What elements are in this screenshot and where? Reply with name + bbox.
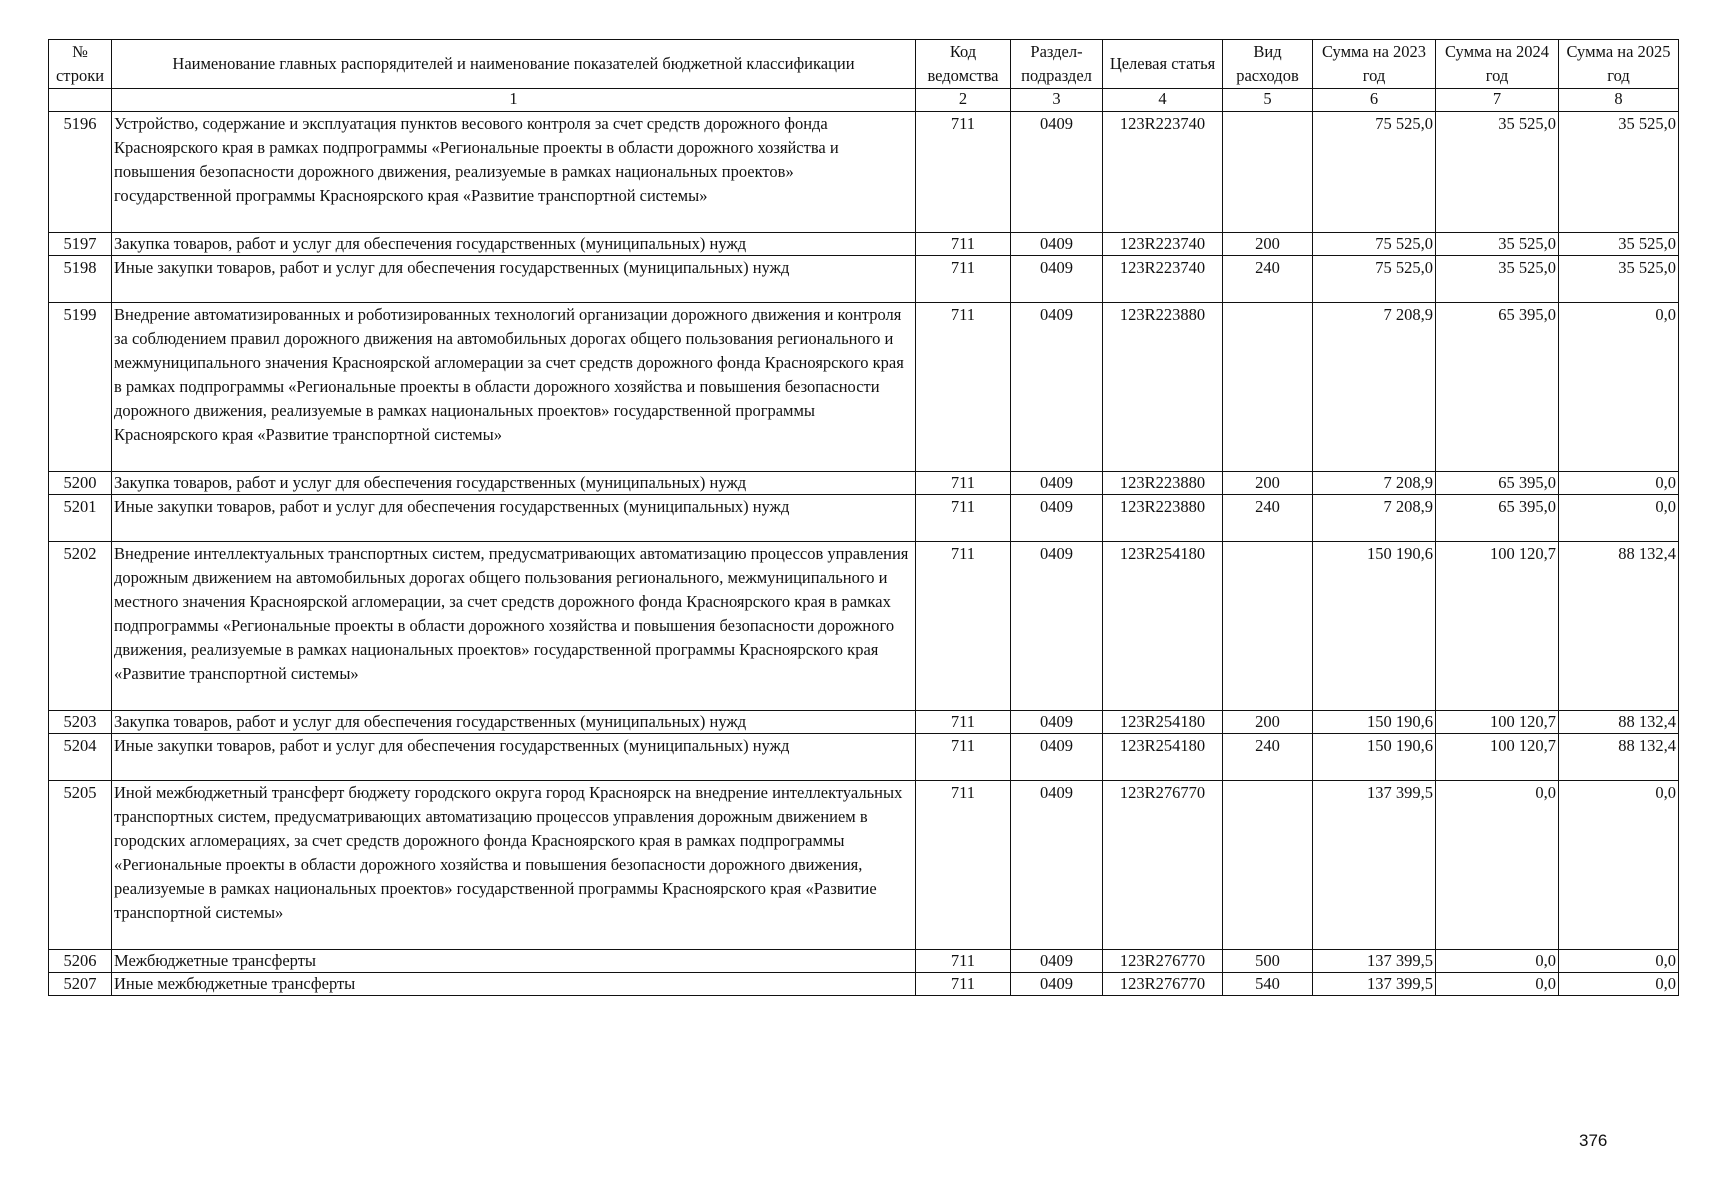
target-article: 123R254180 [1103,711,1223,734]
section-code: 0409 [1011,233,1103,256]
row-name: Иные межбюджетные трансферты [112,973,916,996]
table-row [49,973,1679,996]
sum-2025: 0,0 [1559,472,1679,495]
row-number: 5196 [49,112,112,233]
sum-2023: 75 525,0 [1313,256,1436,303]
row-number: 5207 [49,973,112,996]
row-name: Иные закупки товаров, работ и услуг для обеспечения государственных (муниципальных) нужд [112,495,916,542]
section-code: 0409 [1011,112,1103,233]
column-number: 5 [1223,89,1313,112]
table-row [49,950,1679,973]
section-code: 0409 [1011,781,1103,950]
section-code: 0409 [1011,542,1103,711]
header-sum-2023: Сумма на 2023 год [1313,40,1436,89]
sum-2024: 0,0 [1436,973,1559,996]
header-section: Раздел-подраздел [1011,40,1103,89]
section-code: 0409 [1011,256,1103,303]
sum-2023: 7 208,9 [1313,472,1436,495]
header-sum-2024: Сумма на 2024 год [1436,40,1559,89]
sum-2024: 100 120,7 [1436,734,1559,781]
table-row [49,781,1679,950]
table-row [49,711,1679,734]
sum-2024: 0,0 [1436,950,1559,973]
dept-code: 711 [916,950,1011,973]
sum-2023: 150 190,6 [1313,711,1436,734]
dept-code: 711 [916,303,1011,472]
sum-2023: 137 399,5 [1313,781,1436,950]
expense-type: 500 [1223,950,1313,973]
sum-2025: 35 525,0 [1559,233,1679,256]
table-row [49,734,1679,781]
column-number: 3 [1011,89,1103,112]
dept-code: 711 [916,973,1011,996]
row-name: Иные закупки товаров, работ и услуг для обеспечения государственных (муниципальных) нужд [112,734,916,781]
section-code: 0409 [1011,495,1103,542]
expense-type [1223,112,1313,233]
section-code: 0409 [1011,734,1103,781]
expense-type: 200 [1223,233,1313,256]
expense-type [1223,303,1313,472]
sum-2024: 100 120,7 [1436,542,1559,711]
row-number: 5200 [49,472,112,495]
sum-2023: 75 525,0 [1313,233,1436,256]
header-name: Наименование главных распорядителей и наименование показателей бюджетной классификации [112,40,916,89]
column-number: 2 [916,89,1011,112]
sum-2025: 0,0 [1559,973,1679,996]
target-article: 123R223880 [1103,495,1223,542]
target-article: 123R276770 [1103,950,1223,973]
row-number: 5198 [49,256,112,303]
budget-table [48,39,1679,996]
target-article: 123R223880 [1103,472,1223,495]
dept-code: 711 [916,542,1011,711]
section-code: 0409 [1011,973,1103,996]
sum-2024: 65 395,0 [1436,472,1559,495]
table-row [49,256,1679,303]
target-article: 123R223880 [1103,303,1223,472]
section-code: 0409 [1011,950,1103,973]
dept-code: 711 [916,233,1011,256]
row-number: 5197 [49,233,112,256]
sum-2025: 88 132,4 [1559,542,1679,711]
row-number: 5202 [49,542,112,711]
row-number: 5201 [49,495,112,542]
header-row-no: № строки [49,40,112,89]
row-name: Иные закупки товаров, работ и услуг для обеспечения государственных (муниципальных) нужд [112,256,916,303]
column-numbers-row [49,89,1679,112]
sum-2023: 150 190,6 [1313,542,1436,711]
header-target: Целевая статья [1103,40,1223,89]
expense-type: 240 [1223,256,1313,303]
table-row [49,233,1679,256]
sum-2023: 7 208,9 [1313,495,1436,542]
row-name: Закупка товаров, работ и услуг для обеспечения государственных (муниципальных) нужд [112,472,916,495]
row-name: Внедрение интеллектуальных транспортных систем, предусматривающих автоматизацию процессов управления дорожным движением на автомобильных дорогах общего пользования регионального, межмуниципального и местного значения Красноярской агломерации, за счет средств дорожного фонда Красноярского края в рамках подпрограммы «Региональные проекты в области дорожного хозяйства и повышения безопасности дорожного движения, реализуемые в рамках национальных проектов» государственной программы Красноярского края «Развитие транспортной системы» [112,542,916,711]
row-number: 5203 [49,711,112,734]
row-name: Устройство, содержание и эксплуатация пунктов весового контроля за счет средств дорожного фонда Красноярского края в рамках подпрограммы «Региональные проекты в области дорожного хозяйства и повышения безопасности дорожного движения, реализуемые в рамках национальных проектов» государственной программы Красноярского края «Развитие транспортной системы» [112,112,916,233]
column-number: 1 [112,89,916,112]
column-number: 4 [1103,89,1223,112]
sum-2024: 0,0 [1436,781,1559,950]
expense-type: 200 [1223,711,1313,734]
expense-type: 540 [1223,973,1313,996]
expense-type [1223,542,1313,711]
header-dept-code: Код ведомства [916,40,1011,89]
target-article: 123R254180 [1103,542,1223,711]
table-row [49,112,1679,233]
sum-2025: 88 132,4 [1559,711,1679,734]
sum-2024: 100 120,7 [1436,711,1559,734]
table-row [49,542,1679,711]
sum-2025: 0,0 [1559,950,1679,973]
section-code: 0409 [1011,472,1103,495]
sum-2025: 0,0 [1559,495,1679,542]
target-article: 123R276770 [1103,781,1223,950]
dept-code: 711 [916,495,1011,542]
expense-type: 240 [1223,734,1313,781]
row-number: 5204 [49,734,112,781]
sum-2023: 75 525,0 [1313,112,1436,233]
sum-2025: 0,0 [1559,303,1679,472]
column-number: 8 [1559,89,1679,112]
table-row [49,472,1679,495]
sum-2024: 35 525,0 [1436,112,1559,233]
sum-2024: 65 395,0 [1436,495,1559,542]
row-name: Закупка товаров, работ и услуг для обеспечения государственных (муниципальных) нужд [112,233,916,256]
table-body [49,112,1679,996]
sum-2025: 88 132,4 [1559,734,1679,781]
row-number: 5205 [49,781,112,950]
dept-code: 711 [916,711,1011,734]
row-name: Закупка товаров, работ и услуг для обеспечения государственных (муниципальных) нужд [112,711,916,734]
expense-type: 240 [1223,495,1313,542]
target-article: 123R223740 [1103,256,1223,303]
row-name: Межбюджетные трансферты [112,950,916,973]
sum-2023: 150 190,6 [1313,734,1436,781]
sum-2023: 137 399,5 [1313,950,1436,973]
sum-2023: 7 208,9 [1313,303,1436,472]
section-code: 0409 [1011,711,1103,734]
dept-code: 711 [916,112,1011,233]
page-number: 376 [1579,1131,1608,1150]
target-article: 123R223740 [1103,233,1223,256]
row-name: Иной межбюджетный трансферт бюджету городского округа город Красноярск на внедрение интеллектуальных транспортных систем, предусматривающих автоматизацию процессов управления дорожным движением в городских агломерациях, за счет средств дорожного фонда Красноярского края в рамках подпрограммы «Региональные проекты в области дорожного хозяйства и повышения безопасности дорожного движения, реализуемые в рамках национальных проектов» государственной программы Красноярского края «Развитие транспортной системы» [112,781,916,950]
sum-2025: 35 525,0 [1559,256,1679,303]
sum-2025: 0,0 [1559,781,1679,950]
sum-2025: 35 525,0 [1559,112,1679,233]
sum-2024: 65 395,0 [1436,303,1559,472]
dept-code: 711 [916,734,1011,781]
target-article: 123R254180 [1103,734,1223,781]
sum-2024: 35 525,0 [1436,233,1559,256]
sum-2023: 137 399,5 [1313,973,1436,996]
row-name: Внедрение автоматизированных и роботизированных технологий организации дорожного движения и контроля за соблюдением правил дорожного движения на автомобильных дорогах общего пользования регионального и межмуниципального значения Красноярской агломерации за счет средств дорожного фонда Красноярского края в рамках подпрограммы «Региональные проекты в области дорожного хозяйства и повышения безопасности дорожного движения, реализуемые в рамках национальных проектов» государственной программы Красноярского края «Развитие транспортной системы» [112,303,916,472]
expense-type [1223,781,1313,950]
row-number: 5206 [49,950,112,973]
table-row [49,303,1679,472]
column-number: 7 [1436,89,1559,112]
column-number-blank [49,89,112,112]
expense-type: 200 [1223,472,1313,495]
header-expense-type: Вид расходов [1223,40,1313,89]
table-row [49,495,1679,542]
table-header-row [49,40,1679,89]
section-code: 0409 [1011,303,1103,472]
target-article: 123R276770 [1103,973,1223,996]
header-sum-2025: Сумма на 2025 год [1559,40,1679,89]
row-number: 5199 [49,303,112,472]
column-number: 6 [1313,89,1436,112]
target-article: 123R223740 [1103,112,1223,233]
dept-code: 711 [916,256,1011,303]
sum-2024: 35 525,0 [1436,256,1559,303]
dept-code: 711 [916,781,1011,950]
dept-code: 711 [916,472,1011,495]
